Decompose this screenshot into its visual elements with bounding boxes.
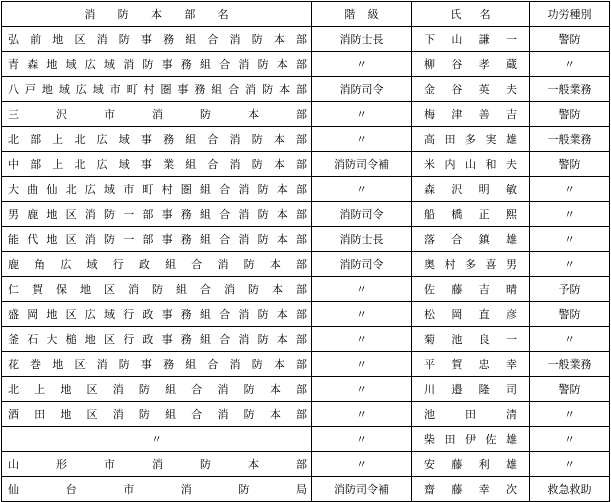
table-row [2,77,610,102]
org-cell: 北部上北広域事務組合消防本部 [2,127,312,152]
table-row [2,252,610,277]
name-cell: 高田多実雄 [412,127,530,152]
org-cell: 花巻地区消防事務組合消防本部 [2,352,312,377]
table-row [2,477,610,502]
org-cell: 大曲仙北広域市町村圏組合消防本部 [2,177,312,202]
rank-cell: 〃 [312,327,412,352]
rank-cell: 〃 [312,352,412,377]
rank-cell: 〃 [312,277,412,302]
org-cell: 〃 [2,427,312,452]
table-row [2,52,610,77]
header-name-text: 氏 名 [450,8,491,21]
name-cell: 池田清 [412,402,530,427]
rank-cell: 消防司令 [312,77,412,102]
header-rank-text: 階 級 [344,8,379,21]
award-cell: 〃 [530,402,610,427]
header-org [2,2,312,27]
name-cell: 下山謙一 [412,27,530,52]
award-cell: 警防 [530,377,610,402]
table-row [2,327,610,352]
rank-cell: 消防司令補 [312,152,412,177]
award-cell: 警防 [530,102,610,127]
org-cell: 鹿角広域行政組合消防本部 [2,252,312,277]
rank-cell: 〃 [312,177,412,202]
org-cell: 仁賀保地区消防組合消防本部 [2,277,312,302]
org-cell: 男鹿地区消防一部事務組合消防本部 [2,202,312,227]
org-cell: 酒田地区消防組合消防本部 [2,402,312,427]
award-cell: 予防 [530,277,610,302]
name-cell: 落合鎮雄 [412,227,530,252]
header-org-text: 消 防 本 部 名 [84,8,229,21]
rank-cell: 消防士長 [312,227,412,252]
rank-cell: 〃 [312,402,412,427]
org-cell: 釜石大槌地区行政事務組合消防本部 [2,327,312,352]
table-row [2,452,610,477]
table-row [2,402,610,427]
award-cell: 〃 [530,177,610,202]
award-cell: 〃 [530,252,610,277]
award-cell: 一般業務 [530,352,610,377]
org-cell: 山形市消防本部 [2,452,312,477]
rank-cell: 〃 [312,302,412,327]
header-name [412,2,530,27]
org-cell: 八戸地域広域市町村圏事務組合消防本部 [2,77,312,102]
name-cell: 安藤利雄 [412,452,530,477]
org-cell: 弘前地区消防事務組合消防本部 [2,27,312,52]
rank-cell: 消防司令補 [312,477,412,502]
header-rank [312,2,412,27]
name-cell: 森沢明敏 [412,177,530,202]
rank-cell: 〃 [312,427,412,452]
name-cell: 梅津善吉 [412,102,530,127]
table-row [2,427,610,452]
rank-cell: 〃 [312,377,412,402]
table-row [2,352,610,377]
name-cell: 奥村多喜男 [412,252,530,277]
table-row [2,102,610,127]
name-cell: 米内山和夫 [412,152,530,177]
table-row [2,277,610,302]
rank-cell: 消防士長 [312,27,412,52]
header-award: 功労種別 [530,2,610,27]
award-cell: 救急救助 [530,477,610,502]
award-table [1,1,610,502]
award-cell: 警防 [530,27,610,52]
table-row [2,27,610,52]
name-cell: 平賀忠幸 [412,352,530,377]
award-cell: 〃 [530,452,610,477]
table-body [2,27,610,502]
org-cell: 三沢市消防本部 [2,102,312,127]
award-cell: 警防 [530,302,610,327]
name-cell: 齋藤幸次 [412,477,530,502]
rank-cell: 消防司令 [312,202,412,227]
award-cell: 一般業務 [530,127,610,152]
table-row [2,127,610,152]
org-cell: 青森地域広域消防事務組合消防本部 [2,52,312,77]
award-cell: 〃 [530,52,610,77]
table-row [2,302,610,327]
name-cell: 金谷英夫 [412,77,530,102]
award-cell: 一般業務 [530,77,610,102]
name-cell: 柳谷孝蔵 [412,52,530,77]
header-row [2,2,610,27]
table-row [2,202,610,227]
org-cell: 盛岡地区広域行政事務組合消防本部 [2,302,312,327]
org-cell: 中部上北広域事業組合消防本部 [2,152,312,177]
rank-cell: 〃 [312,452,412,477]
rank-cell: 〃 [312,127,412,152]
name-cell: 松岡直彦 [412,302,530,327]
table-row [2,377,610,402]
name-cell: 船橋正熙 [412,202,530,227]
name-cell: 川邉隆司 [412,377,530,402]
org-cell: 能代地区消防一部事務組合消防本部 [2,227,312,252]
award-cell: 警防 [530,152,610,177]
name-cell: 菊池良一 [412,327,530,352]
name-cell: 佐藤吉晴 [412,277,530,302]
org-cell: 仙台市消防局 [2,477,312,502]
award-cell: 〃 [530,202,610,227]
award-cell: 〃 [530,227,610,252]
award-cell: 〃 [530,427,610,452]
rank-cell: 〃 [312,52,412,77]
table-row [2,177,610,202]
rank-cell: 〃 [312,102,412,127]
award-cell: 〃 [530,327,610,352]
rank-cell: 消防司令 [312,252,412,277]
org-cell: 北上地区消防組合消防本部 [2,377,312,402]
table-row [2,227,610,252]
table-row [2,152,610,177]
name-cell: 柴田伊佐雄 [412,427,530,452]
